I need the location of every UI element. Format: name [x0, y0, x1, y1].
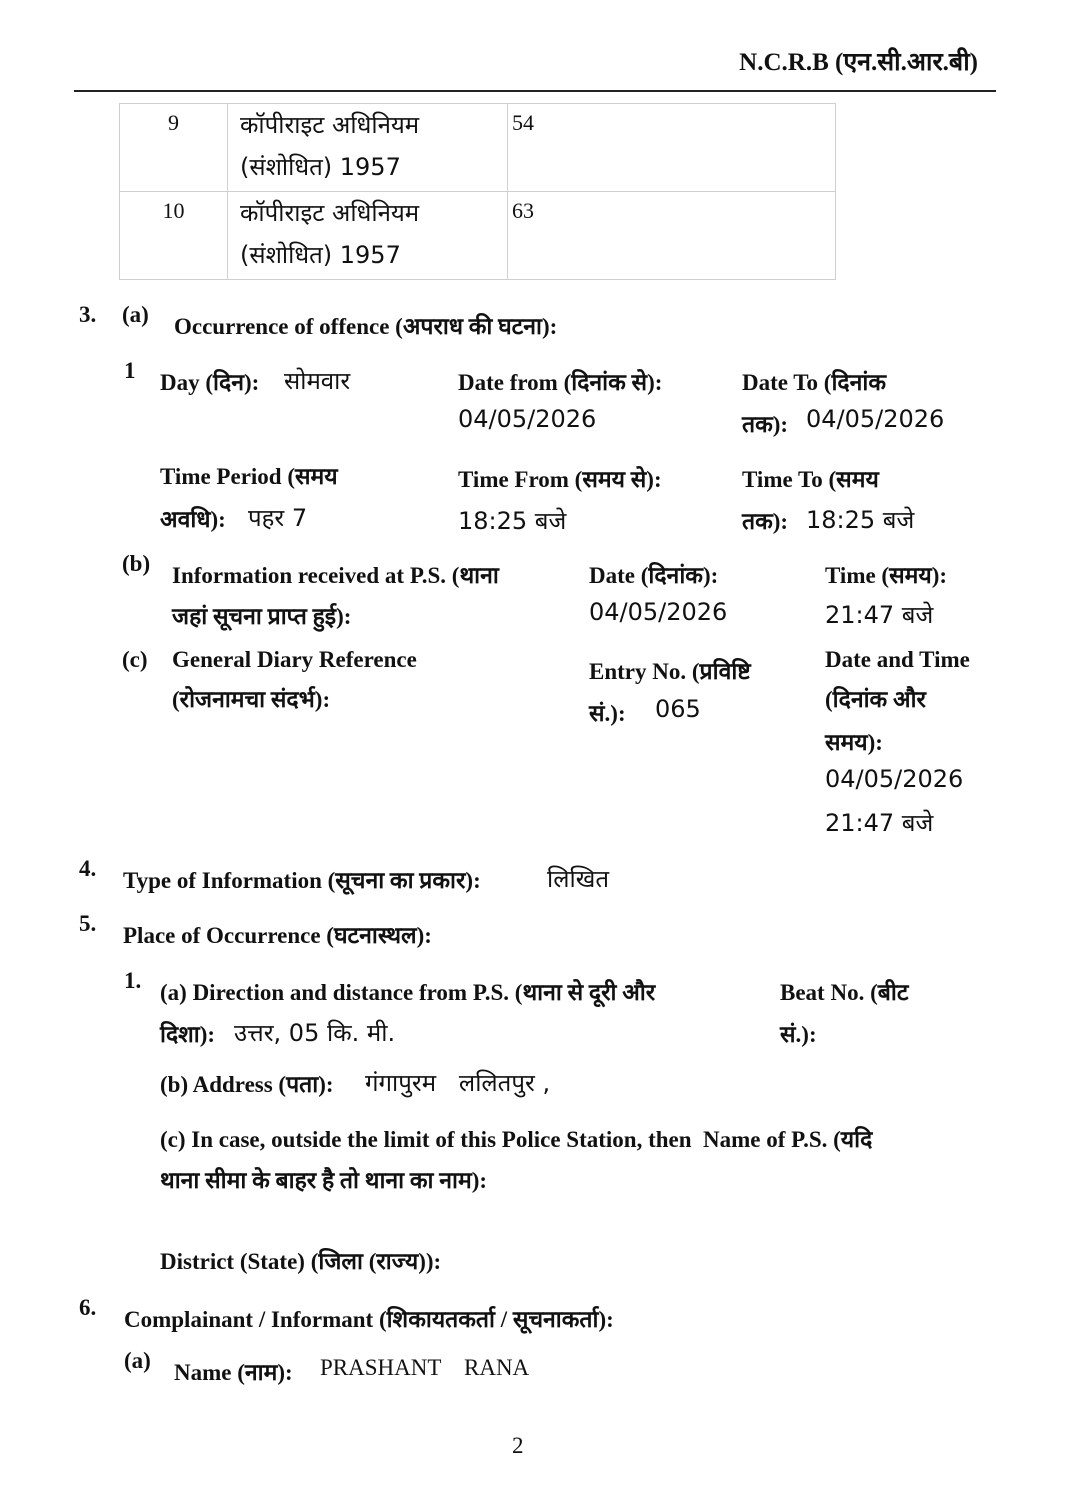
info-date-label: Date (दिनांक): — [589, 563, 719, 588]
name-value: PRASHANT RANA — [320, 1355, 530, 1380]
table-row — [120, 104, 836, 192]
district-label: District (State) (जिला (राज्य)): — [160, 1249, 442, 1274]
beat-no-label: Beat No. (बीट — [780, 980, 909, 1005]
gd-datetime-date: 04/05/2026 — [825, 765, 964, 793]
section-3b-label: (b) — [122, 551, 151, 576]
section-5-number: 5. — [79, 911, 97, 936]
info-time-value: 21:47 बजे — [825, 601, 934, 629]
entry-no-label-cont: सं.): — [589, 701, 626, 726]
row-act — [228, 104, 508, 192]
info-type-label: Type of Information (सूचना का प्रकार): — [123, 868, 481, 893]
info-type-value: लिखित — [547, 865, 610, 893]
row-section: 54 — [508, 104, 836, 192]
day-value: सोमवार — [284, 367, 351, 395]
row-sno: 10 — [120, 192, 228, 280]
time-from-value: 18:25 बजे — [458, 507, 567, 535]
time-to-label-cont: तक): — [742, 509, 789, 534]
place-item-number: 1. — [124, 968, 142, 993]
time-to-label: Time To (समय — [742, 467, 879, 492]
section-3c-label: (c) — [122, 647, 148, 672]
row-act-line2: (संशोधित) 1957 — [240, 241, 401, 269]
date-to-value: 04/05/2026 — [806, 405, 945, 433]
direction-label: (a) Direction and distance from P.S. (थाना से दूरी और — [160, 980, 656, 1005]
time-from-label: Time From (समय से): — [458, 467, 662, 492]
section-6-number: 6. — [79, 1295, 97, 1320]
direction-value: उत्तर, 05 कि. मी. — [234, 1019, 396, 1047]
row-section: 63 — [508, 192, 836, 280]
entry-no-label: Entry No. (प्रविष्टि — [589, 659, 751, 684]
time-to-value: 18:25 बजे — [806, 506, 915, 534]
info-received-label-cont: जहां सूचना प्राप्त हुई): — [172, 604, 352, 629]
beat-no-label-cont: सं.): — [780, 1022, 817, 1047]
section-3-number: 3. — [79, 302, 97, 327]
time-period-label: Time Period (समय — [160, 464, 338, 489]
gd-reference-label-cont: (रोजनामचा संदर्भ): — [172, 687, 331, 712]
time-period-value: पहर 7 — [248, 504, 308, 532]
row-act — [228, 192, 508, 280]
complainant-title: Complainant / Informant (शिकायतकर्ता / सूचनाकर्ता): — [124, 1307, 614, 1332]
header-rule — [74, 90, 996, 92]
section-4-number: 4. — [79, 856, 97, 881]
row-act-line1: कॉपीराइट अधिनियम — [240, 111, 420, 139]
time-period-label-cont: अवधि): — [160, 507, 226, 532]
gd-datetime-label-cont2: समय): — [825, 730, 883, 755]
header-ncrb: N.C.R.B (एन.सी.आर.बी) — [739, 49, 978, 76]
gd-datetime-label: Date and Time — [825, 647, 970, 672]
info-time-label: Time (समय): — [825, 563, 948, 588]
section-6a-label: (a) — [124, 1348, 151, 1373]
name-label: Name (नाम): — [174, 1360, 293, 1385]
row-act-line2: (संशोधित) 1957 — [240, 153, 401, 181]
date-to-label: Date To (दिनांक — [742, 370, 887, 395]
row-sno: 9 — [120, 104, 228, 192]
acts-table — [119, 103, 836, 280]
entry-no-value: 065 — [655, 695, 701, 723]
page-number: 2 — [512, 1433, 524, 1458]
gd-datetime-label-cont: (दिनांक और — [825, 687, 926, 712]
address-label: (b) Address (पता): — [160, 1072, 334, 1097]
direction-label-cont: दिशा): — [160, 1022, 216, 1047]
section-3a-label: (a) — [122, 302, 149, 327]
day-label: Day (दिन): — [160, 370, 260, 395]
info-received-label: Information received at P.S. (थाना — [172, 563, 499, 588]
address-value: गंगापुरम ललितपुर , — [365, 1069, 551, 1097]
outside-ps-label: (c) In case, outside the limit of this Police Station, then Name of P.S. (यदि — [160, 1127, 873, 1152]
gd-datetime-time: 21:47 बजे — [825, 809, 934, 837]
place-title: Place of Occurrence (घटनास्थल): — [123, 923, 432, 948]
occurrence-title: Occurrence of offence (अपराध की घटना): — [174, 314, 558, 339]
occurrence-row-number: 1 — [124, 358, 136, 383]
date-from-label: Date from (दिनांक से): — [458, 370, 663, 395]
date-to-label-cont: तक): — [742, 412, 789, 437]
outside-ps-label-cont: थाना सीमा के बाहर है तो थाना का नाम): — [160, 1168, 488, 1193]
date-from-value: 04/05/2026 — [458, 405, 597, 433]
gd-reference-label: General Diary Reference — [172, 647, 417, 672]
row-act-line1: कॉपीराइट अधिनियम — [240, 199, 420, 227]
table-row — [120, 192, 836, 280]
info-date-value: 04/05/2026 — [589, 598, 728, 626]
